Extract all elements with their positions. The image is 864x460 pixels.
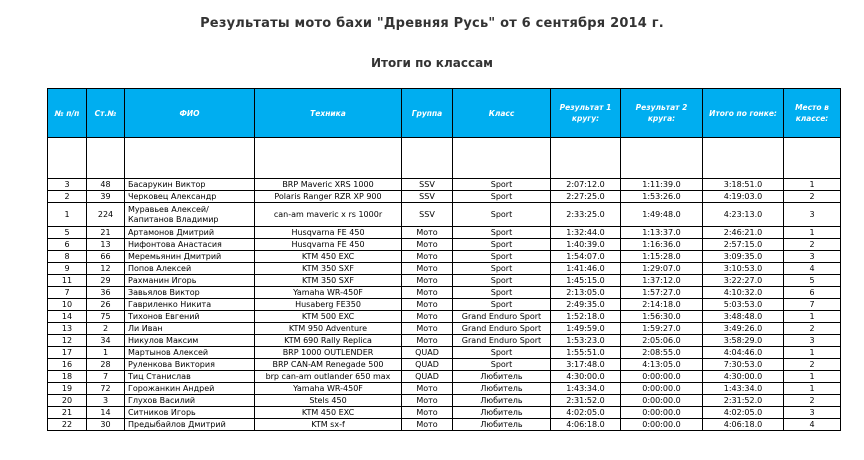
cell-np: 19 <box>48 383 87 395</box>
cell-place: 1 <box>784 227 841 239</box>
cell-total: 4:04:46.0 <box>703 347 784 359</box>
table-row <box>48 371 841 383</box>
cell-np: 3 <box>48 179 87 191</box>
cell-lap1: 2:27:25.0 <box>551 191 621 203</box>
cell-vehicle: Husaberg FE350 <box>255 299 402 311</box>
table-row <box>48 287 841 299</box>
cell-vehicle: BRP Maveric XRS 1000 <box>255 179 402 191</box>
cell-group: SSV <box>402 191 453 203</box>
header-lap2: Результат 2 круга: <box>621 89 703 138</box>
header-row <box>48 89 841 138</box>
table-row <box>48 227 841 239</box>
cell-name: Завьялов Виктор <box>125 287 255 299</box>
cell-total: 4:02:05.0 <box>703 407 784 419</box>
cell-np: 11 <box>48 275 87 287</box>
cell-class: Sport <box>453 179 551 191</box>
cell-place: 2 <box>784 359 841 371</box>
cell-name: Предыбайлов Дмитрий <box>125 419 255 431</box>
cell-vehicle: Yamaha WR-450F <box>255 287 402 299</box>
cell-name: Артамонов Дмитрий <box>125 227 255 239</box>
cell-total: 3:58:29.0 <box>703 335 784 347</box>
cell-start-number: 26 <box>87 299 125 311</box>
cell-place: 1 <box>784 347 841 359</box>
cell-np: 1 <box>48 203 87 227</box>
cell-np: 16 <box>48 359 87 371</box>
cell-total: 4:30:00.0 <box>703 371 784 383</box>
cell-name: Никулов Максим <box>125 335 255 347</box>
cell-np: 8 <box>48 251 87 263</box>
cell-start-number: 224 <box>87 203 125 227</box>
cell-lap1: 1:53:23.0 <box>551 335 621 347</box>
table-row <box>48 179 841 191</box>
cell-class: Sport <box>453 287 551 299</box>
cell-lap2: 0:00:00.0 <box>621 407 703 419</box>
cell-class: Sport <box>453 227 551 239</box>
header-np: № п/п <box>48 89 87 138</box>
cell-name: Горожанкин Андрей <box>125 383 255 395</box>
header-group: Группа <box>402 89 453 138</box>
cell-start-number: 1 <box>87 347 125 359</box>
cell-vehicle: KTM sx-f <box>255 419 402 431</box>
cell-name: Нифонтова Анастасия <box>125 239 255 251</box>
cell-start-number: 28 <box>87 359 125 371</box>
cell-group: Мото <box>402 323 453 335</box>
cell-np: 2 <box>48 191 87 203</box>
cell-np: 13 <box>48 323 87 335</box>
cell-lap1: 1:49:59.0 <box>551 323 621 335</box>
cell-name: Рахманин Игорь <box>125 275 255 287</box>
cell-group: Мото <box>402 287 453 299</box>
cell-class: Sport <box>453 203 551 227</box>
cell-np: 18 <box>48 371 87 383</box>
cell-vehicle: Stels 450 <box>255 395 402 407</box>
header-start-number: Ст.№ <box>87 89 125 138</box>
cell-place: 2 <box>784 395 841 407</box>
cell-class: Любитель <box>453 371 551 383</box>
table-row <box>48 347 841 359</box>
cell-start-number: 36 <box>87 287 125 299</box>
table-row <box>48 323 841 335</box>
cell-start-number: 13 <box>87 239 125 251</box>
cell-total: 4:19:03.0 <box>703 191 784 203</box>
cell-lap2: 4:13:05.0 <box>621 359 703 371</box>
cell-lap1: 1:54:07.0 <box>551 251 621 263</box>
cell-group: Мото <box>402 395 453 407</box>
cell-total: 4:10:32.0 <box>703 287 784 299</box>
cell-lap1: 3:17:48.0 <box>551 359 621 371</box>
cell-lap2: 1:49:48.0 <box>621 203 703 227</box>
cell-class: Sport <box>453 359 551 371</box>
cell-place: 4 <box>784 263 841 275</box>
page-title: Результаты мото бахи "Древняя Русь" от 6 сентября 2014 г. <box>200 16 664 31</box>
cell-np: 17 <box>48 347 87 359</box>
cell-np: 22 <box>48 419 87 431</box>
cell-lap1: 1:32:44.0 <box>551 227 621 239</box>
cell-start-number: 39 <box>87 191 125 203</box>
cell-start-number: 7 <box>87 371 125 383</box>
cell-vehicle: BRP CAN-AM Renegade 500 <box>255 359 402 371</box>
cell-group: Мото <box>402 275 453 287</box>
cell-lap2: 2:08:55.0 <box>621 347 703 359</box>
cell-name: Тихонов Евгений <box>125 311 255 323</box>
cell-vehicle: KTM 690 Rally Replica <box>255 335 402 347</box>
cell-start-number: 12 <box>87 263 125 275</box>
cell-place: 2 <box>784 323 841 335</box>
cell-place: 1 <box>784 311 841 323</box>
cell-group: Мото <box>402 407 453 419</box>
header-vehicle: Техника <box>255 89 402 138</box>
cell-name: Черковец Александр <box>125 191 255 203</box>
cell-lap1: 1:45:15.0 <box>551 275 621 287</box>
cell-np: 12 <box>48 335 87 347</box>
cell-total: 3:10:53.0 <box>703 263 784 275</box>
cell-place: 3 <box>784 251 841 263</box>
cell-class: Любитель <box>453 395 551 407</box>
table-row <box>48 419 841 431</box>
cell-total: 3:49:26.0 <box>703 323 784 335</box>
cell-start-number: 34 <box>87 335 125 347</box>
cell-place: 6 <box>784 287 841 299</box>
table-row <box>48 335 841 347</box>
cell-total: 3:09:35.0 <box>703 251 784 263</box>
cell-place: 5 <box>784 275 841 287</box>
cell-lap2: 1:29:07.0 <box>621 263 703 275</box>
cell-group: Мото <box>402 239 453 251</box>
cell-total: 3:22:27.0 <box>703 275 784 287</box>
cell-class: Любитель <box>453 383 551 395</box>
cell-group: Мото <box>402 335 453 347</box>
cell-lap2: 0:00:00.0 <box>621 383 703 395</box>
table-row <box>48 311 841 323</box>
page-subtitle: Итоги по классам <box>371 56 493 70</box>
cell-total: 5:03:53.0 <box>703 299 784 311</box>
cell-place: 2 <box>784 239 841 251</box>
cell-class: Sport <box>453 239 551 251</box>
cell-lap2: 1:13:37.0 <box>621 227 703 239</box>
header-place: Место в классе: <box>784 89 841 138</box>
cell-np: 10 <box>48 299 87 311</box>
cell-np: 5 <box>48 227 87 239</box>
cell-start-number: 29 <box>87 275 125 287</box>
cell-lap2: 1:16:36.0 <box>621 239 703 251</box>
cell-place: 3 <box>784 203 841 227</box>
cell-place: 3 <box>784 335 841 347</box>
cell-start-number: 72 <box>87 383 125 395</box>
cell-total: 2:46:21.0 <box>703 227 784 239</box>
cell-lap1: 1:52:18.0 <box>551 311 621 323</box>
cell-lap2: 1:56:30.0 <box>621 311 703 323</box>
cell-vehicle: KTM 450 EXC <box>255 251 402 263</box>
results-body <box>48 138 841 431</box>
cell-total: 2:57:15.0 <box>703 239 784 251</box>
cell-total: 2:31:52.0 <box>703 395 784 407</box>
cell-lap1: 4:02:05.0 <box>551 407 621 419</box>
cell-np: 14 <box>48 311 87 323</box>
cell-group: Мото <box>402 383 453 395</box>
cell-vehicle: KTM 500 EXC <box>255 311 402 323</box>
cell-lap1: 2:31:52.0 <box>551 395 621 407</box>
cell-class: Любитель <box>453 407 551 419</box>
cell-group: Мото <box>402 419 453 431</box>
cell-group: Мото <box>402 299 453 311</box>
cell-np: 21 <box>48 407 87 419</box>
cell-class: Sport <box>453 191 551 203</box>
cell-lap1: 1:41:46.0 <box>551 263 621 275</box>
cell-name: Меремьянин Дмитрий <box>125 251 255 263</box>
cell-lap2: 1:37:12.0 <box>621 275 703 287</box>
header-class: Класс <box>453 89 551 138</box>
cell-vehicle: KTM 950 Adventure <box>255 323 402 335</box>
cell-vehicle: KTM 350 SXF <box>255 275 402 287</box>
cell-class: Grand Enduro Sport <box>453 323 551 335</box>
cell-group: SSV <box>402 203 453 227</box>
cell-lap1: 2:07:12.0 <box>551 179 621 191</box>
cell-lap1: 2:13:05.0 <box>551 287 621 299</box>
cell-total: 4:06:18.0 <box>703 419 784 431</box>
cell-start-number: 48 <box>87 179 125 191</box>
cell-start-number: 3 <box>87 395 125 407</box>
cell-group: Мото <box>402 227 453 239</box>
header-total: Итого по гонке: <box>703 89 784 138</box>
cell-class: Sport <box>453 263 551 275</box>
cell-class: Sport <box>453 275 551 287</box>
cell-vehicle: KTM 450 EXC <box>255 407 402 419</box>
cell-name: Муравьев Алексей/ Капитанов Владимир <box>125 203 255 227</box>
cell-group: SSV <box>402 179 453 191</box>
table-row <box>48 203 841 227</box>
cell-name: Ситников Игорь <box>125 407 255 419</box>
cell-place: 1 <box>784 383 841 395</box>
cell-start-number: 2 <box>87 323 125 335</box>
table-row <box>48 239 841 251</box>
table-row <box>48 395 841 407</box>
cell-name: Руленкова Виктория <box>125 359 255 371</box>
cell-np: 7 <box>48 287 87 299</box>
cell-total: 7:30:53.0 <box>703 359 784 371</box>
spacer-row <box>48 138 841 179</box>
cell-group: QUAD <box>402 371 453 383</box>
header-name: ФИО <box>125 89 255 138</box>
cell-group: QUAD <box>402 359 453 371</box>
cell-lap2: 0:00:00.0 <box>621 395 703 407</box>
cell-start-number: 66 <box>87 251 125 263</box>
cell-place: 1 <box>784 179 841 191</box>
cell-total: 1:43:34.0 <box>703 383 784 395</box>
cell-place: 1 <box>784 371 841 383</box>
cell-class: Sport <box>453 347 551 359</box>
cell-np: 20 <box>48 395 87 407</box>
table-row <box>48 251 841 263</box>
cell-lap2: 1:11:39.0 <box>621 179 703 191</box>
cell-lap2: 2:05:06.0 <box>621 335 703 347</box>
cell-np: 6 <box>48 239 87 251</box>
cell-name: Ли Иван <box>125 323 255 335</box>
cell-vehicle: brp can-am outlander 650 max <box>255 371 402 383</box>
cell-group: Мото <box>402 311 453 323</box>
cell-lap1: 4:06:18.0 <box>551 419 621 431</box>
cell-vehicle: can-am maveric x rs 1000r <box>255 203 402 227</box>
cell-start-number: 30 <box>87 419 125 431</box>
cell-class: Sport <box>453 299 551 311</box>
cell-group: Мото <box>402 251 453 263</box>
table-row <box>48 383 841 395</box>
cell-class: Sport <box>453 251 551 263</box>
cell-vehicle: Husqvarna FE 450 <box>255 239 402 251</box>
table-row <box>48 275 841 287</box>
cell-class: Grand Enduro Sport <box>453 311 551 323</box>
cell-lap2: 1:59:27.0 <box>621 323 703 335</box>
cell-total: 3:48:48.0 <box>703 311 784 323</box>
cell-np: 9 <box>48 263 87 275</box>
cell-name: Басарукин Виктор <box>125 179 255 191</box>
cell-name: Попов Алексей <box>125 263 255 275</box>
cell-start-number: 75 <box>87 311 125 323</box>
cell-vehicle: BRP 1000 OUTLENDER <box>255 347 402 359</box>
cell-vehicle: Yamaha WR-450F <box>255 383 402 395</box>
table-row <box>48 263 841 275</box>
table-row <box>48 299 841 311</box>
cell-lap2: 1:57:27.0 <box>621 287 703 299</box>
cell-name: Глухов Василий <box>125 395 255 407</box>
cell-lap1: 2:49:35.0 <box>551 299 621 311</box>
cell-name: Тиц Станислав <box>125 371 255 383</box>
cell-lap1: 1:55:51.0 <box>551 347 621 359</box>
cell-vehicle: Husqvarna FE 450 <box>255 227 402 239</box>
cell-start-number: 14 <box>87 407 125 419</box>
cell-place: 3 <box>784 407 841 419</box>
cell-start-number: 21 <box>87 227 125 239</box>
cell-lap2: 0:00:00.0 <box>621 371 703 383</box>
cell-lap1: 1:40:39.0 <box>551 239 621 251</box>
cell-total: 4:23:13.0 <box>703 203 784 227</box>
cell-lap2: 0:00:00.0 <box>621 419 703 431</box>
cell-class: Любитель <box>453 419 551 431</box>
cell-lap2: 1:15:28.0 <box>621 251 703 263</box>
header-lap1: Результат 1 кругу: <box>551 89 621 138</box>
cell-lap2: 2:14:18.0 <box>621 299 703 311</box>
cell-lap1: 4:30:00.0 <box>551 371 621 383</box>
cell-place: 2 <box>784 191 841 203</box>
table-row <box>48 407 841 419</box>
cell-group: QUAD <box>402 347 453 359</box>
cell-group: Мото <box>402 263 453 275</box>
cell-class: Grand Enduro Sport <box>453 335 551 347</box>
results-table <box>47 88 841 431</box>
cell-place: 7 <box>784 299 841 311</box>
cell-place: 4 <box>784 419 841 431</box>
cell-name: Мартынов Алексей <box>125 347 255 359</box>
cell-vehicle: Polaris Ranger RZR XP 900 <box>255 191 402 203</box>
cell-vehicle: KTM 350 SXF <box>255 263 402 275</box>
table-row <box>48 359 841 371</box>
cell-lap1: 2:33:25.0 <box>551 203 621 227</box>
cell-total: 3:18:51.0 <box>703 179 784 191</box>
cell-lap2: 1:53:26.0 <box>621 191 703 203</box>
table-row <box>48 191 841 203</box>
cell-name: Гавриленко Никита <box>125 299 255 311</box>
cell-lap1: 1:43:34.0 <box>551 383 621 395</box>
